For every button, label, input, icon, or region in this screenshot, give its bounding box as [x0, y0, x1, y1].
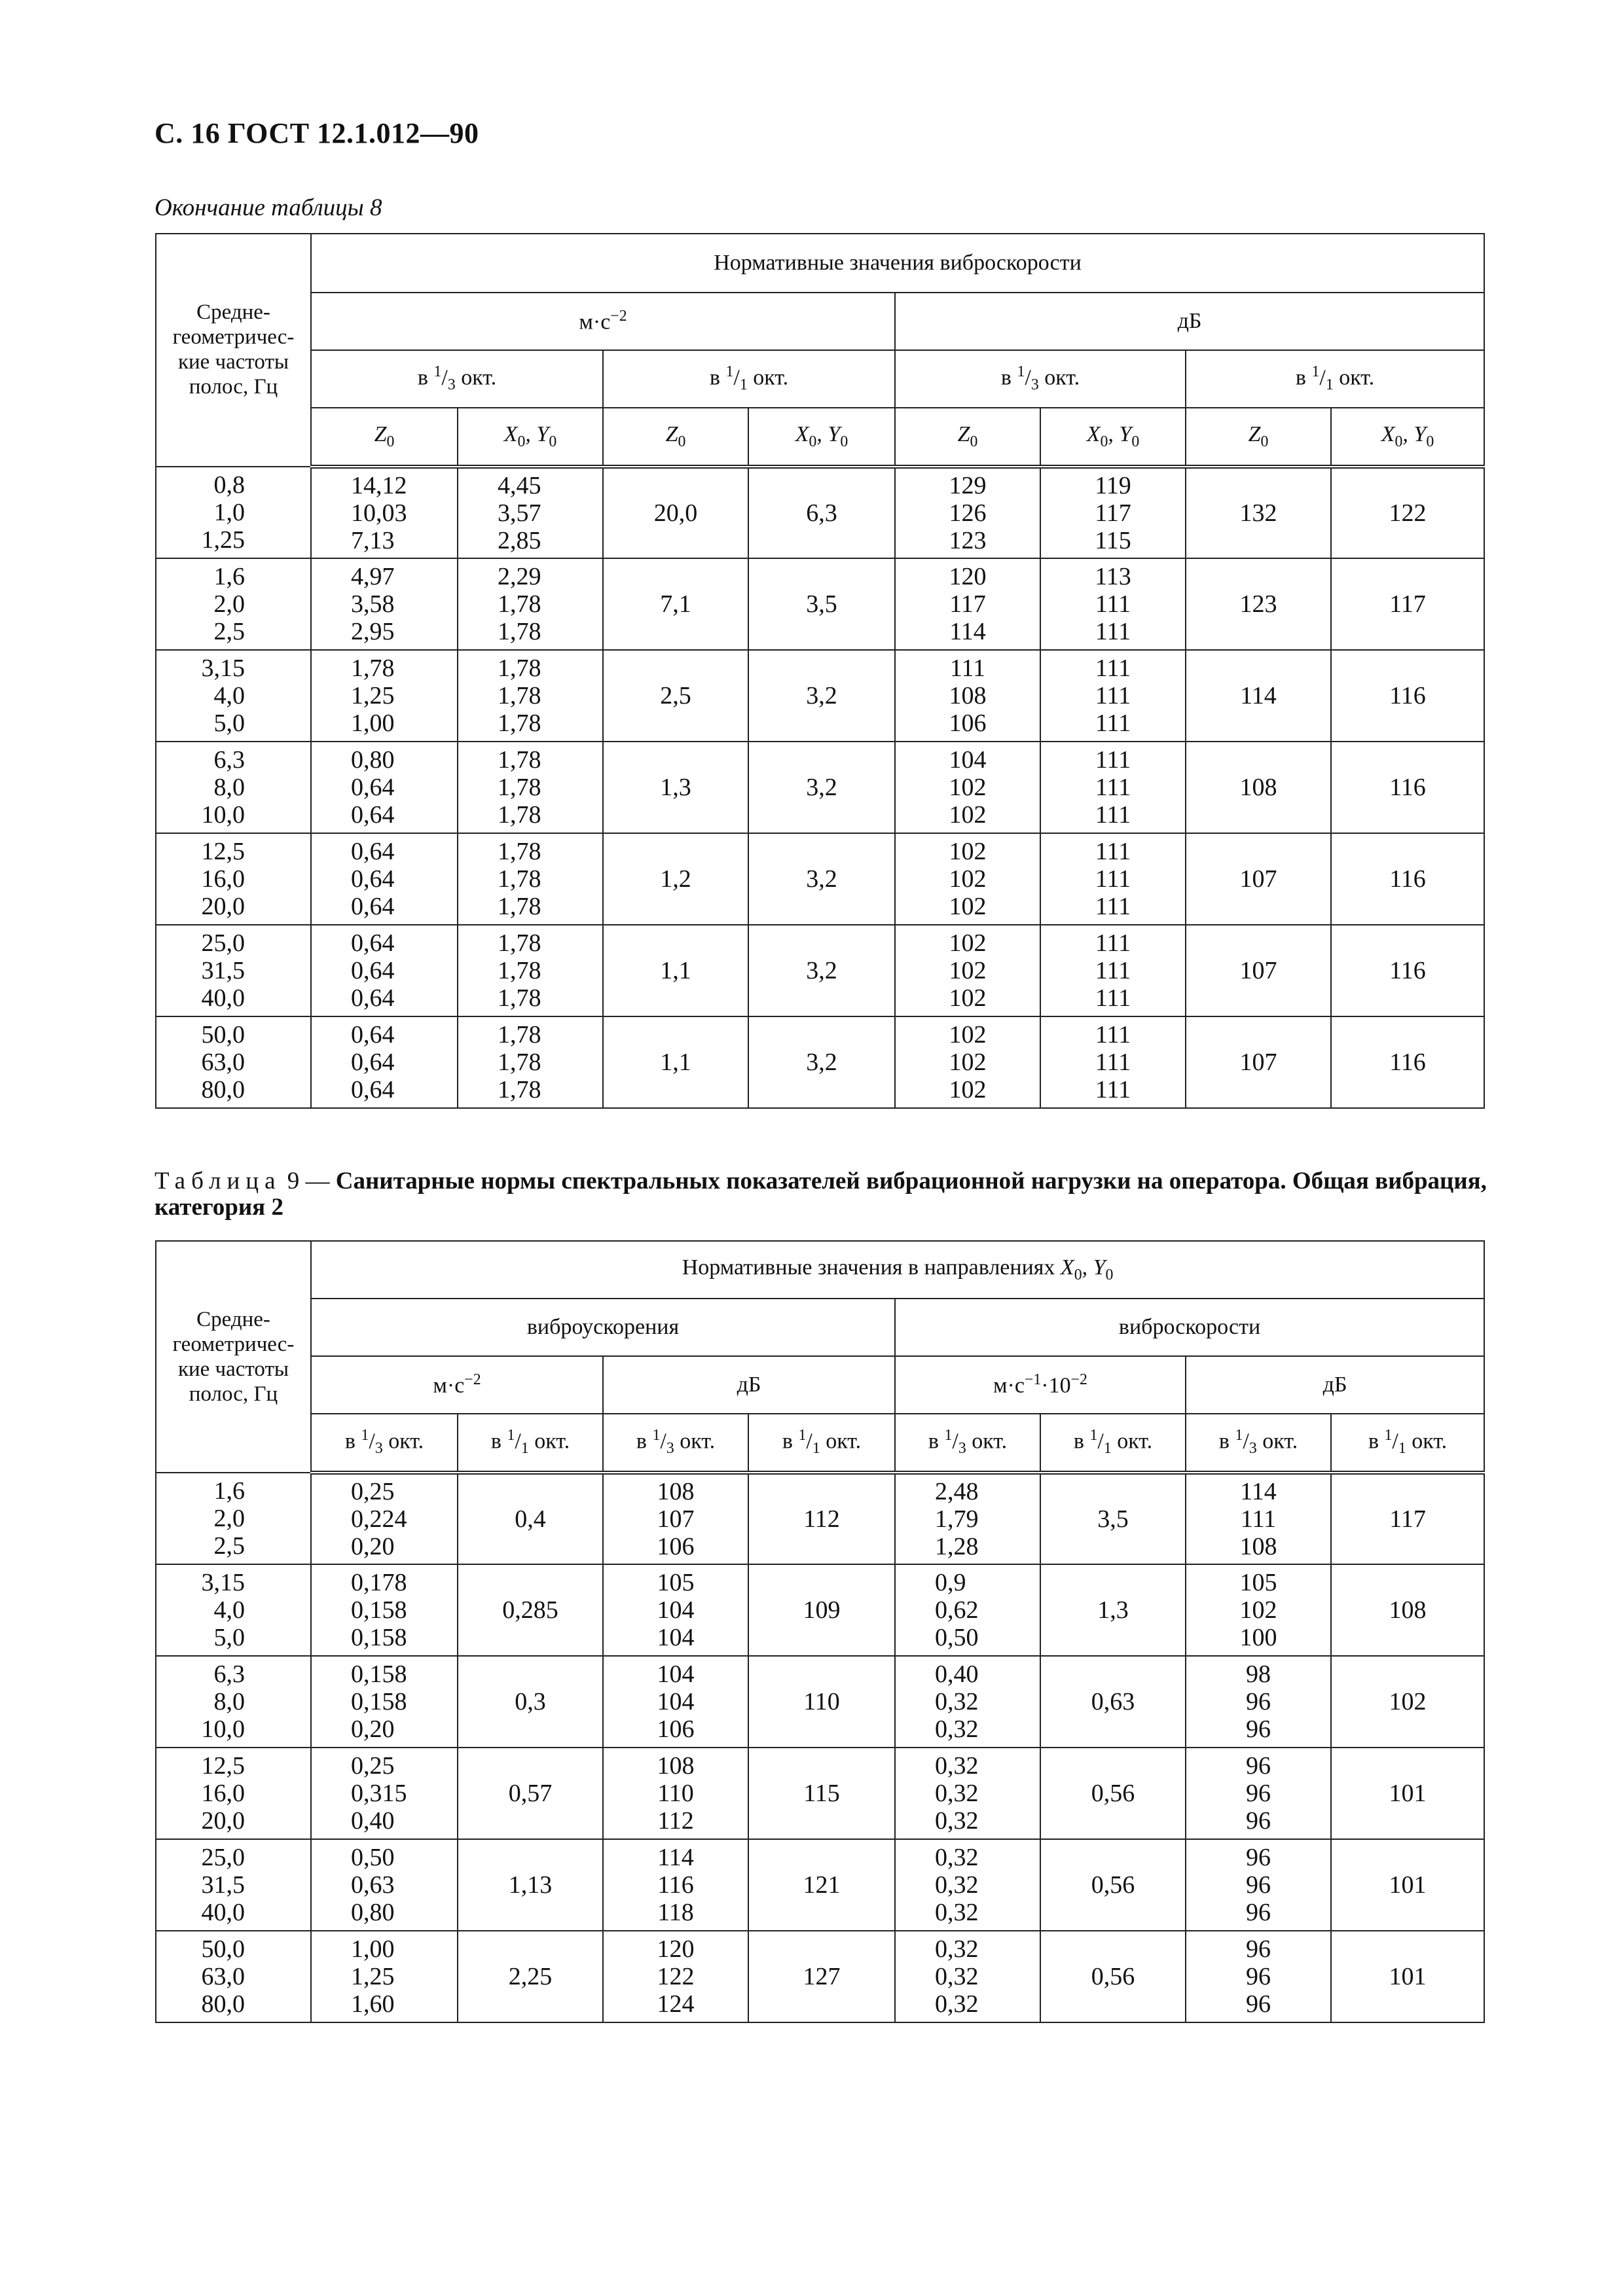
frequency-cell: 3,15 4,0 5,0 [156, 1564, 311, 1656]
value-cell: 0,57 [458, 1748, 603, 1839]
band-num: 1 [725, 363, 734, 381]
axis-sub: 0 [1395, 433, 1403, 450]
band-suffix: окт. [747, 365, 789, 390]
table8 [155, 233, 1485, 1109]
band-prefix: в [1295, 365, 1312, 390]
band-third-octave-header: в $^1/_3$ окт. [603, 1414, 748, 1473]
value-cell: 120 122 124 [603, 1931, 748, 2022]
band-num: 1 [652, 1427, 661, 1444]
table9-caption-number: 9 — [281, 1168, 336, 1194]
value-cell: 0,63 [1040, 1656, 1186, 1748]
value-cell: 1,3 [1040, 1564, 1186, 1656]
value-cell: 127 [748, 1931, 895, 2022]
unit-header-db: дБ [895, 293, 1484, 350]
band-suffix: окт. [455, 365, 497, 390]
axis-sub: 0 [1260, 433, 1269, 450]
value-cell: 113 111 111 [1040, 558, 1186, 650]
value-cell: 108 107 106 [603, 1473, 748, 1564]
band-full-octave-header: в $^1/_1$ окт. [458, 1414, 603, 1473]
axis-sub: 0 [1100, 433, 1108, 450]
table-row [156, 558, 1484, 650]
value-cell: 0,158 0,158 0,20 [311, 1656, 458, 1748]
value-cell: 0,3 [458, 1656, 603, 1748]
group-header [311, 1241, 1484, 1299]
axis-z-header [311, 408, 458, 467]
frequency-cell: 25,0 31,5 40,0 [156, 1839, 311, 1931]
value-cell: 111 111 111 [1040, 650, 1186, 742]
unit-text: м·с [579, 310, 611, 334]
value-cell: 0,64 0,64 0,64 [311, 925, 458, 1016]
unit-header-db: дБ [603, 1356, 895, 1414]
value-cell: 1,1 [603, 1016, 748, 1108]
value-cell: 0,285 [458, 1564, 603, 1656]
group-header: Нормативные значения виброскорости [311, 234, 1484, 293]
axis-letter: X [503, 422, 518, 447]
frequency-cell: 6,3 8,0 10,0 [156, 742, 311, 833]
value-cell: 4,45 3,57 2,85 [458, 467, 603, 558]
axis-letter: , Y [816, 422, 841, 447]
frequency-cell: 0,8 1,0 1,25 [156, 467, 311, 558]
value-cell: 1,78 1,78 1,78 [458, 833, 603, 925]
table8-caption: Окончание таблицы 8 [155, 194, 382, 221]
band-num: 1 [798, 1427, 807, 1444]
band-suffix: окт. [1406, 1429, 1448, 1454]
band-prefix: в [928, 1429, 945, 1454]
value-cell: 2,25 [458, 1931, 603, 2022]
band-num: 1 [1017, 363, 1025, 381]
value-cell: 108 [1331, 1564, 1484, 1656]
band-third-octave-header: в $^1/_3$ окт. [895, 1414, 1040, 1473]
unit-header-ms1 [895, 1356, 1186, 1414]
axis-letter: Z [374, 422, 387, 447]
value-cell: 111 108 106 [895, 650, 1040, 742]
frequency-column-header: Средне- геометричес- кие частоты полос, Гц [156, 1241, 311, 1473]
axis-letter: X [1060, 1255, 1074, 1280]
unit-exponent: −2 [1070, 1371, 1087, 1389]
axis-xy-header [458, 408, 603, 467]
unit-exponent: −2 [610, 308, 627, 325]
value-cell: 1,1 [603, 925, 748, 1016]
value-cell: 102 [1331, 1656, 1484, 1748]
frequency-cell: 3,15 4,0 5,0 [156, 650, 311, 742]
table-row [156, 742, 1484, 833]
axis-letter: , Y [525, 422, 549, 447]
value-cell: 1,13 [458, 1839, 603, 1931]
value-cell: 102 102 102 [895, 833, 1040, 925]
band-den: 1 [1325, 376, 1334, 394]
table-row [156, 1839, 1484, 1931]
value-cell: 96 96 96 [1186, 1748, 1331, 1839]
band-num: 1 [1089, 1427, 1098, 1444]
band-den: 3 [1030, 376, 1039, 394]
band-den: 3 [958, 1440, 966, 1458]
value-cell: 0,50 0,63 0,80 [311, 1839, 458, 1931]
acceleration-header: виброускорения [311, 1299, 895, 1356]
unit-header-db: дБ [1186, 1356, 1484, 1414]
axis-sub: 0 [517, 433, 526, 450]
band-prefix: в [782, 1429, 799, 1454]
axis-letter: Z [1248, 422, 1261, 447]
band-num: 1 [361, 1427, 369, 1444]
unit-header-ms2 [311, 1356, 603, 1414]
page-header: С. 16 ГОСТ 12.1.012—90 [155, 117, 479, 149]
table-row [156, 467, 1484, 558]
band-suffix: окт. [674, 1429, 716, 1454]
value-cell: 104 104 106 [603, 1656, 748, 1748]
value-cell: 0,40 0,32 0,32 [895, 1656, 1040, 1748]
value-cell: 111 111 111 [1040, 925, 1186, 1016]
axis-z-header [895, 408, 1040, 467]
frequency-cell: 12,5 16,0 20,0 [156, 1748, 311, 1839]
band-third-octave-header: в $^1/_3$ окт. [311, 1414, 458, 1473]
value-cell: 123 [1186, 558, 1331, 650]
value-cell: 3,5 [1040, 1473, 1186, 1564]
value-cell: 1,3 [603, 742, 748, 833]
band-den: 3 [447, 376, 456, 394]
axis-sub: 0 [809, 433, 817, 450]
band-prefix: в [344, 1429, 361, 1454]
band-prefix: в [1368, 1429, 1385, 1454]
value-cell: 101 [1331, 1931, 1484, 2022]
value-cell: 117 [1331, 558, 1484, 650]
axis-z-header [1186, 408, 1331, 467]
value-cell: 119 117 115 [1040, 467, 1186, 558]
value-cell: 116 [1331, 833, 1484, 925]
value-cell: 107 [1186, 1016, 1331, 1108]
axis-sub: 0 [1105, 1266, 1114, 1283]
value-cell: 101 [1331, 1748, 1484, 1839]
band-prefix: в [490, 1429, 507, 1454]
band-full-octave-header: в $^1/_1$ окт. [1331, 1414, 1484, 1473]
value-cell: 102 102 102 [895, 1016, 1040, 1108]
value-cell: 3,2 [748, 742, 895, 833]
band-num: 1 [433, 363, 442, 381]
value-cell: 1,78 1,78 1,78 [458, 1016, 603, 1108]
axis-sub: 0 [1426, 433, 1434, 450]
table-row [156, 650, 1484, 742]
axis-letter: , Y [1402, 422, 1427, 447]
band-suffix: окт. [1256, 1429, 1298, 1454]
table9 [155, 1240, 1485, 2023]
value-cell: 101 [1331, 1839, 1484, 1931]
band-den: 1 [739, 376, 748, 394]
table-row [156, 1564, 1484, 1656]
value-cell: 0,178 0,158 0,158 [311, 1564, 458, 1656]
band-third-octave-header: в $^1/_3$ окт. [311, 350, 603, 408]
axis-sub: 0 [549, 433, 557, 450]
value-cell: 0,64 0,64 0,64 [311, 1016, 458, 1108]
band-prefix: в [709, 365, 726, 390]
value-cell: 0,56 [1040, 1931, 1186, 2022]
band-prefix: в [1218, 1429, 1235, 1454]
band-den: 1 [812, 1440, 820, 1458]
band-den: 1 [1103, 1440, 1112, 1458]
value-cell: 107 [1186, 833, 1331, 925]
band-den: 3 [374, 1440, 383, 1458]
value-cell: 121 [748, 1839, 895, 1931]
value-cell: 111 111 111 [1040, 742, 1186, 833]
value-cell: 0,25 0,315 0,40 [311, 1748, 458, 1839]
value-cell: 107 [1186, 925, 1331, 1016]
table9-body [156, 1473, 1484, 2022]
table-row [156, 1931, 1484, 2022]
axis-letter: , Y [1082, 1255, 1106, 1280]
table-row [156, 1748, 1484, 1839]
table9-caption-title: Санитарные нормы спектральных показателей вибрационной нагрузки на оператора. Общая вибрация, категория 2 [155, 1168, 1487, 1221]
axis-letter: X [795, 422, 809, 447]
value-cell: 1,00 1,25 1,60 [311, 1931, 458, 2022]
axis-sub: 0 [678, 433, 686, 450]
band-den: 1 [1398, 1440, 1406, 1458]
axis-xy-header [1331, 408, 1484, 467]
value-cell: 115 [748, 1748, 895, 1839]
band-suffix: окт. [382, 1429, 424, 1454]
band-prefix: в [1073, 1429, 1090, 1454]
band-suffix: окт. [1111, 1429, 1153, 1454]
value-cell: 0,25 0,224 0,20 [311, 1473, 458, 1564]
axis-sub: 0 [386, 433, 395, 450]
table9-caption [155, 1168, 1490, 1221]
axis-z-header [603, 408, 748, 467]
frequency-cell: 6,3 8,0 10,0 [156, 1656, 311, 1748]
value-cell: 1,2 [603, 833, 748, 925]
table-row [156, 833, 1484, 925]
band-suffix: окт. [820, 1429, 862, 1454]
axis-letter: , Y [1108, 422, 1132, 447]
value-cell: 7,1 [603, 558, 748, 650]
frequency-cell: 50,0 63,0 80,0 [156, 1931, 311, 2022]
table-row [156, 1473, 1484, 1564]
value-cell: 105 104 104 [603, 1564, 748, 1656]
band-prefix: в [417, 365, 434, 390]
value-cell: 110 [748, 1656, 895, 1748]
value-cell: 0,56 [1040, 1748, 1186, 1839]
axis-sub: 0 [970, 433, 978, 450]
value-cell: 112 [748, 1473, 895, 1564]
value-cell: 0,80 0,64 0,64 [311, 742, 458, 833]
value-cell: 116 [1331, 742, 1484, 833]
value-cell: 1,78 1,78 1,78 [458, 650, 603, 742]
band-den: 3 [666, 1440, 674, 1458]
axis-letter: Z [957, 422, 970, 447]
value-cell: 129 126 123 [895, 467, 1040, 558]
table-row [156, 1656, 1484, 1748]
value-cell: 0,32 0,32 0,32 [895, 1839, 1040, 1931]
band-third-octave-header: в $^1/_3$ окт. [895, 350, 1186, 408]
unit-header-ms2 [311, 293, 895, 350]
frequency-cell: 25,0 31,5 40,0 [156, 925, 311, 1016]
value-cell: 20,0 [603, 467, 748, 558]
unit-exponent: −1 [1024, 1371, 1042, 1389]
value-cell: 6,3 [748, 467, 895, 558]
value-cell: 0,9 0,62 0,50 [895, 1564, 1040, 1656]
band-suffix: окт. [528, 1429, 570, 1454]
band-suffix: окт. [1333, 365, 1375, 390]
value-cell: 0,32 0,32 0,32 [895, 1748, 1040, 1839]
axis-sub: 0 [840, 433, 848, 450]
band-suffix: окт. [966, 1429, 1008, 1454]
value-cell: 104 102 102 [895, 742, 1040, 833]
value-cell: 4,97 3,58 2,95 [311, 558, 458, 650]
value-cell: 96 96 96 [1186, 1839, 1331, 1931]
value-cell: 114 111 108 [1186, 1473, 1331, 1564]
value-cell: 111 111 111 [1040, 833, 1186, 925]
value-cell: 132 [1186, 467, 1331, 558]
unit-exponent: −2 [464, 1371, 481, 1389]
value-cell: 3,2 [748, 925, 895, 1016]
frequency-cell: 50,0 63,0 80,0 [156, 1016, 311, 1108]
table8-body [156, 467, 1484, 1108]
band-third-octave-header: в $^1/_3$ окт. [1186, 1414, 1331, 1473]
band-full-octave-header: в $^1/_1$ окт. [748, 1414, 895, 1473]
value-cell: 116 [1331, 650, 1484, 742]
value-cell: 105 102 100 [1186, 1564, 1331, 1656]
value-cell: 0,32 0,32 0,32 [895, 1931, 1040, 2022]
band-full-octave-header: в $^1/_1$ окт. [1186, 350, 1484, 408]
frequency-cell: 1,6 2,0 2,5 [156, 558, 311, 650]
band-den: 1 [520, 1440, 529, 1458]
value-cell: 102 102 102 [895, 925, 1040, 1016]
band-den: 3 [1249, 1440, 1257, 1458]
frequency-cell: 12,5 16,0 20,0 [156, 833, 311, 925]
value-cell: 108 [1186, 742, 1331, 833]
axis-sub: 0 [1131, 433, 1140, 450]
value-cell: 2,29 1,78 1,78 [458, 558, 603, 650]
value-cell: 117 [1331, 1473, 1484, 1564]
axis-letter: X [1086, 422, 1101, 447]
velocity-header: виброскорости [895, 1299, 1484, 1356]
value-cell: 114 [1186, 650, 1331, 742]
value-cell: 1,78 1,78 1,78 [458, 742, 603, 833]
band-suffix: окт. [1038, 365, 1080, 390]
table-row [156, 925, 1484, 1016]
table-row [156, 1016, 1484, 1108]
band-prefix: в [636, 1429, 653, 1454]
band-num: 1 [1384, 1427, 1393, 1444]
value-cell: 98 96 96 [1186, 1656, 1331, 1748]
value-cell: 116 [1331, 925, 1484, 1016]
value-cell: 3,5 [748, 558, 895, 650]
axis-xy-header [1040, 408, 1186, 467]
value-cell: 3,2 [748, 650, 895, 742]
value-cell: 3,2 [748, 1016, 895, 1108]
axis-letter: X [1381, 422, 1395, 447]
value-cell: 1,78 1,78 1,78 [458, 925, 603, 1016]
value-cell: 1,78 1,25 1,00 [311, 650, 458, 742]
band-num: 1 [507, 1427, 515, 1444]
value-cell: 0,4 [458, 1473, 603, 1564]
value-cell: 122 [1331, 467, 1484, 558]
value-cell: 0,56 [1040, 1839, 1186, 1931]
value-cell: 116 [1331, 1016, 1484, 1108]
frequency-cell: 1,6 2,0 2,5 [156, 1473, 311, 1564]
group-header-text: Нормативные значения в направлениях [682, 1255, 1061, 1280]
axis-letter: Z [665, 422, 678, 447]
value-cell: 14,12 10,03 7,13 [311, 467, 458, 558]
value-cell: 0,64 0,64 0,64 [311, 833, 458, 925]
value-cell: 120 117 114 [895, 558, 1040, 650]
unit-text: м·с [993, 1373, 1025, 1398]
value-cell: 96 96 96 [1186, 1931, 1331, 2022]
value-cell: 2,5 [603, 650, 748, 742]
axis-xy-header [748, 408, 895, 467]
value-cell: 111 111 111 [1040, 1016, 1186, 1108]
value-cell: 108 110 112 [603, 1748, 748, 1839]
value-cell: 2,48 1,79 1,28 [895, 1473, 1040, 1564]
table9-caption-label: Таблица [155, 1168, 282, 1194]
band-full-octave-header: в $^1/_1$ окт. [603, 350, 895, 408]
band-num: 1 [1311, 363, 1320, 381]
value-cell: 109 [748, 1564, 895, 1656]
axis-sub: 0 [1074, 1266, 1082, 1283]
band-num: 1 [944, 1427, 953, 1444]
unit-multiplier: ·10 [1041, 1373, 1071, 1398]
band-num: 1 [1235, 1427, 1243, 1444]
frequency-column-header: Средне- геометричес- кие частоты полос, Гц [156, 234, 311, 467]
value-cell: 3,2 [748, 833, 895, 925]
band-full-octave-header: в $^1/_1$ окт. [1040, 1414, 1186, 1473]
unit-text: м·с [433, 1373, 465, 1398]
value-cell: 114 116 118 [603, 1839, 748, 1931]
band-prefix: в [1000, 365, 1017, 390]
